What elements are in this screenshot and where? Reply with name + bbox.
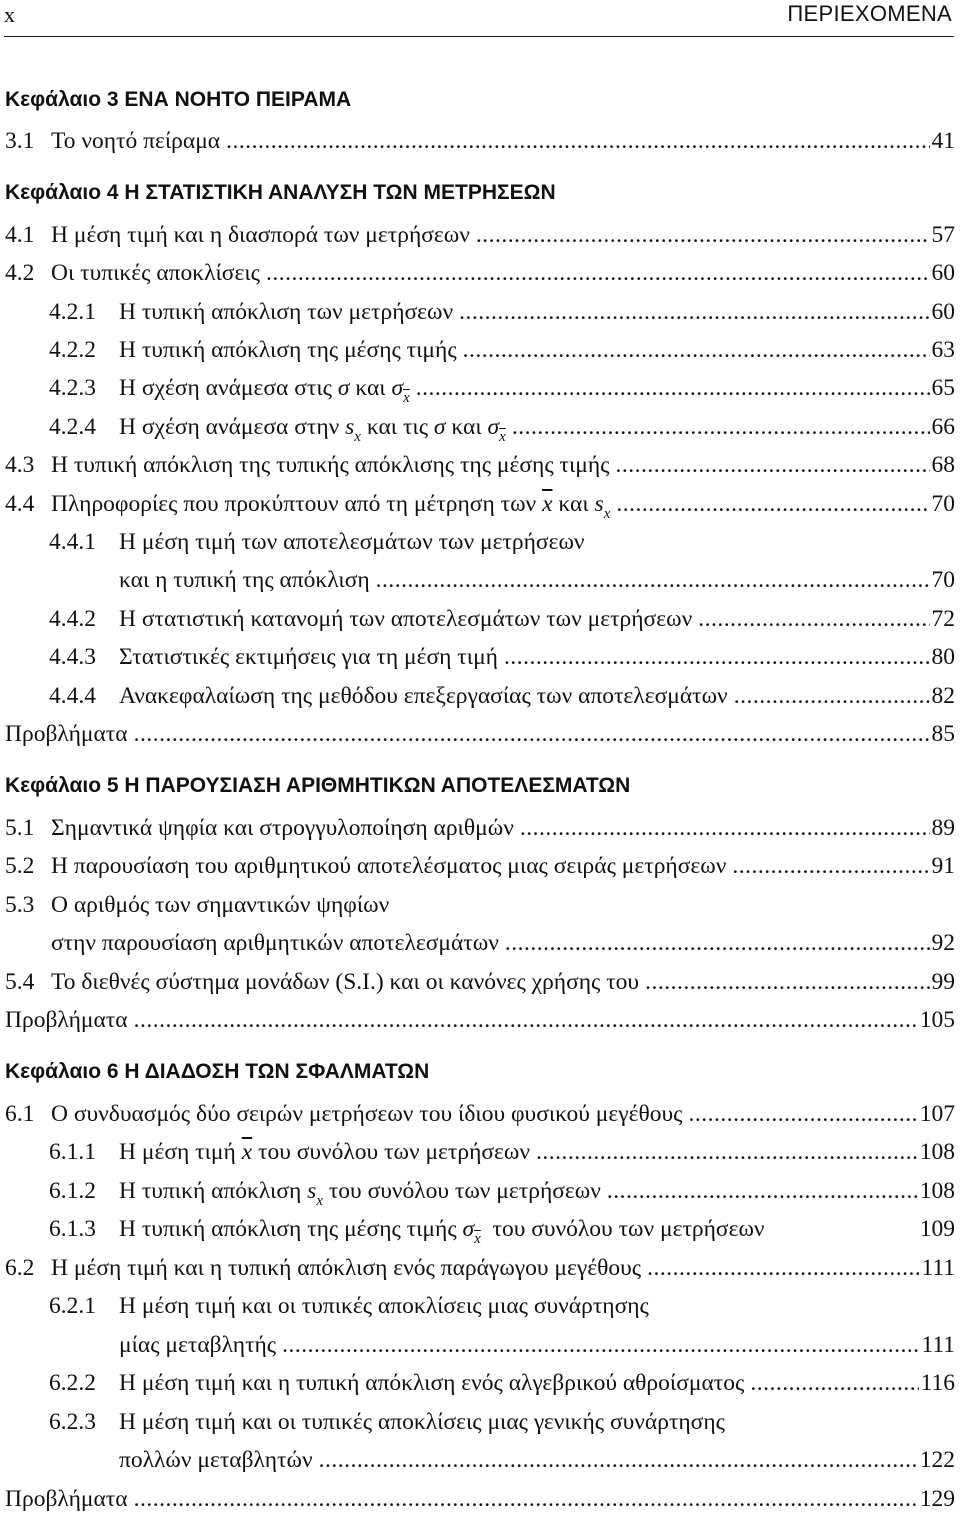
page-number: 91 — [931, 853, 955, 879]
sigma-symbol: σ — [391, 375, 404, 401]
section-title: Η μέση τιμή $\overline{x}$ του συνόλου των μετρήσεων — [119, 1139, 531, 1165]
header-left-mark: x — [4, 2, 15, 27]
toc-entry[interactable] — [5, 489, 955, 522]
s-symbol: s — [345, 414, 355, 440]
page-number: 111 — [921, 1255, 955, 1281]
section-title: Η τυπική απόκλιση της τυπικής απόκλισης της μέσης τιμής — [51, 452, 610, 478]
section-number: 6.2.1 — [49, 1293, 96, 1319]
leader-dots — [505, 928, 930, 958]
toc-entry-problems[interactable] — [5, 1005, 955, 1035]
leader-dots — [459, 297, 929, 327]
header-title: ΠΕΡΙΕΧΟΜΕΝΑ — [787, 1, 952, 26]
section-title: Σημαντικά ψηφία και στρογγυλοποίηση αριθμών — [51, 815, 514, 841]
sigma-symbol: σ — [462, 1216, 475, 1242]
leader-dots — [688, 1099, 917, 1129]
page-number: 107 — [919, 1101, 955, 1127]
section-title: Ανακεφαλαίωση της μεθόδου επεξεργασίας των αποτελεσμάτων — [119, 683, 728, 709]
toc-entry[interactable] — [49, 604, 955, 634]
toc-entry-continuation[interactable] — [119, 1330, 955, 1360]
toc-entry-continuation[interactable] — [119, 565, 955, 595]
section-number: 4.1 — [5, 222, 35, 248]
toc-entry[interactable] — [49, 412, 955, 445]
leader-dots — [647, 1253, 919, 1283]
page-number: 82 — [931, 683, 955, 709]
page-number: 122 — [919, 1447, 955, 1473]
chapter-heading: Κεφάλαιο 4 Η ΣΤΑΤΙΣΤΙΚΗ ΑΝΑΛΥΣΗ ΤΩΝ ΜΕΤΡΗΣΕΩΝ — [5, 181, 556, 204]
toc-entry-first-line[interactable] — [49, 1291, 649, 1321]
page-number: 105 — [919, 1007, 955, 1033]
section-title: Η τυπική απόκλιση της μέσης τιμής $\sigma_{\overline{x}}$ του συνόλου των μετρήσεων — [119, 1216, 765, 1247]
xbar-subscript: x — [403, 390, 410, 406]
toc-entry[interactable] — [5, 851, 955, 881]
toc-entry[interactable] — [49, 642, 955, 672]
page-number: 68 — [931, 452, 955, 478]
xbar-subscript: x — [474, 1231, 481, 1247]
toc-entry[interactable] — [49, 1176, 955, 1209]
section-title: Η σχέση ανάμεσα στις σ και $\sigma_{\overline{x}}$ — [119, 375, 410, 406]
page-number: 116 — [920, 1370, 955, 1396]
leader-dots — [134, 1005, 918, 1035]
leader-dots — [616, 489, 929, 519]
section-number: 6.1 — [5, 1101, 35, 1127]
section-number: 4.4.1 — [49, 529, 96, 555]
section-title-continuation: και η τυπική της απόκλιση — [119, 567, 370, 593]
page-number: 72 — [931, 606, 955, 632]
section-number: 6.1.2 — [49, 1178, 96, 1204]
toc-entry[interactable] — [49, 373, 955, 406]
section-title: Στατιστικές εκτιμήσεις για τη μέση τιμή — [119, 644, 498, 670]
section-number: 4.2 — [5, 260, 35, 286]
section-number: 5.2 — [5, 853, 35, 879]
section-number: 6.2.3 — [49, 1409, 96, 1435]
header-rule — [4, 36, 954, 37]
section-title: Η σχέση ανάμεσα στην $s_x$ και τις σ και $\sigma_{\overline{x}}$ — [119, 414, 506, 445]
toc-entry-first-line[interactable] — [5, 890, 389, 920]
section-title: Η μέση τιμή και η τυπική απόκλιση ενός αλγεβρικού αθροίσματος — [119, 1370, 745, 1396]
sigma-symbol: σ — [337, 375, 350, 401]
leader-dots — [512, 412, 930, 442]
toc-entry[interactable] — [49, 681, 955, 711]
section-title: Προβλήματα — [5, 721, 128, 747]
section-number: 4.2.1 — [49, 299, 96, 325]
section-number: 4.4 — [5, 491, 35, 517]
toc-entry-continuation[interactable] — [119, 1445, 955, 1475]
section-title: Πληροφορίες που προκύπτουν από τη μέτρηση των $\overline{x}$ και $s_x$ — [51, 491, 611, 522]
toc-entry[interactable] — [5, 126, 955, 156]
toc-entry[interactable] — [49, 1214, 955, 1247]
page-number: 60 — [931, 299, 955, 325]
toc-entry-first-line[interactable] — [49, 1407, 725, 1437]
page-number: 57 — [931, 222, 955, 248]
page-number: 80 — [931, 644, 955, 670]
page-number: 63 — [931, 337, 955, 363]
toc-entry-first-line[interactable] — [49, 527, 585, 557]
chapter-heading: Κεφάλαιο 6 Η ΔΙΑΔΟΣΗ ΤΩΝ ΣΦΑΛΜΑΤΩΝ — [5, 1060, 430, 1083]
leader-dots — [476, 220, 930, 250]
section-number: 4.2.3 — [49, 375, 96, 401]
toc-entry[interactable] — [49, 297, 955, 327]
page-number: 66 — [931, 414, 955, 440]
section-number: 5.1 — [5, 815, 35, 841]
leader-dots — [416, 373, 930, 403]
toc-entry[interactable] — [5, 967, 955, 997]
toc-entry[interactable] — [49, 1137, 955, 1167]
page-number: 89 — [931, 815, 955, 841]
s-symbol: s — [594, 491, 604, 517]
page-number: 41 — [931, 128, 955, 154]
page-number: 85 — [931, 721, 955, 747]
leader-dots — [282, 1330, 919, 1360]
section-number: 4.2.2 — [49, 337, 96, 363]
section-title: Η παρουσίαση του αριθμητικού αποτελέσματος μιας σειράς μετρήσεων — [51, 853, 727, 879]
leader-dots — [134, 1484, 918, 1514]
leader-dots — [504, 642, 930, 672]
section-title: Η μέση τιμή και η διασπορά των μετρήσεων — [51, 222, 470, 248]
section-title: Η στατιστική κατανομή των αποτελεσμάτων των μετρήσεων — [119, 606, 693, 632]
leader-dots — [376, 565, 930, 595]
section-title: Το νοητό πείραμα — [51, 128, 221, 154]
leader-dots — [645, 967, 929, 997]
leader-dots — [319, 1445, 918, 1475]
section-number: 4.4.2 — [49, 606, 96, 632]
toc-entry[interactable] — [5, 813, 955, 843]
section-title: Η τυπική απόκλιση των μετρήσεων — [119, 299, 454, 325]
s-symbol: s — [307, 1178, 317, 1204]
section-title: Προβλήματα — [5, 1486, 128, 1512]
page-number: 109 — [919, 1216, 955, 1242]
leader-dots — [520, 813, 930, 843]
section-number: 6.1.1 — [49, 1139, 96, 1165]
toc-entry-continuation[interactable] — [51, 928, 955, 958]
section-title-continuation: πολλών μεταβλητών — [119, 1447, 313, 1473]
xbar-symbol: $\overline{x}$ — [241, 1139, 253, 1165]
page-number: 129 — [919, 1486, 955, 1512]
section-number: 6.2 — [5, 1255, 35, 1281]
section-title: Η τυπική απόκλιση της μέσης τιμής — [119, 337, 457, 363]
toc-entry[interactable] — [49, 335, 955, 365]
xbar-symbol: $\overline{x}$ — [542, 491, 553, 517]
leader-dots — [734, 681, 930, 711]
chapter-heading: Κεφάλαιο 5 Η ΠΑΡΟΥΣΙΑΣΗ ΑΡΙΘΜΗΤΙΚΩΝ ΑΠΟΤΕΛΕΣΜΑΤΩΝ — [5, 774, 631, 797]
section-number: 4.2.4 — [49, 414, 96, 440]
toc-entry[interactable] — [5, 220, 955, 250]
toc-entry[interactable] — [5, 450, 955, 480]
section-title: Προβλήματα — [5, 1007, 128, 1033]
toc-entry-problems[interactable] — [5, 1484, 955, 1514]
section-number: 4.3 — [5, 452, 35, 478]
leader-dots — [615, 450, 929, 480]
section-title: Η μέση τιμή και οι τυπικές αποκλίσεις μιας γενικής συνάρτησης — [119, 1409, 725, 1435]
leader-dots — [750, 1368, 918, 1398]
page-number: 60 — [931, 260, 955, 286]
section-number: 6.2.2 — [49, 1370, 96, 1396]
section-title: Ο αριθμός των σημαντικών ψηφίων — [51, 892, 390, 918]
page-number: 70 — [931, 491, 955, 517]
toc-entry[interactable] — [5, 1253, 955, 1283]
section-title: Η μέση τιμή και οι τυπικές αποκλίσεις μιας συνάρτησης — [119, 1293, 649, 1319]
toc-entry[interactable] — [5, 1099, 955, 1129]
sigma-symbol: σ — [487, 414, 500, 440]
section-number: 6.1.3 — [49, 1216, 96, 1242]
section-number: 5.4 — [5, 969, 35, 995]
section-title: Η τυπική απόκλιση $s_x$ του συνόλου των μετρήσεων — [119, 1178, 601, 1209]
page-header — [0, 0, 960, 38]
leader-dots — [226, 126, 929, 156]
section-title: Το διεθνές σύστημα μονάδων (S.I.) και οι κανόνες χρήσης του — [51, 969, 640, 995]
page-number: 92 — [931, 930, 955, 956]
leader-dots — [536, 1137, 918, 1167]
section-title-continuation: στην παρουσίαση αριθμητικών αποτελεσμάτων — [51, 930, 499, 956]
section-number: 4.4.3 — [49, 644, 96, 670]
leader-dots — [698, 604, 929, 634]
sigma-symbol: σ — [433, 414, 446, 440]
page-number: 70 — [931, 567, 955, 593]
leader-dots — [732, 851, 929, 881]
leader-dots — [266, 258, 930, 288]
page-number: 111 — [921, 1332, 955, 1358]
leader-dots — [463, 335, 930, 365]
toc-entry-problems[interactable] — [5, 719, 955, 749]
section-title: Η μέση τιμή και η τυπική απόκλιση ενός παράγωγου μεγέθους — [51, 1255, 642, 1281]
section-number: 3.1 — [5, 128, 35, 154]
page-number: 108 — [919, 1139, 955, 1165]
leader-dots — [134, 719, 930, 749]
section-title: Οι τυπικές αποκλίσεις — [51, 260, 260, 286]
section-title-continuation: μίας μεταβλητής — [119, 1332, 277, 1358]
toc-entry[interactable] — [5, 258, 955, 288]
page-number: 65 — [931, 375, 955, 401]
section-number: 4.4.4 — [49, 683, 96, 709]
page-number: 99 — [931, 969, 955, 995]
chapter-heading: Κεφάλαιο 3 ΕΝΑ ΝΟΗΤΟ ΠΕΙΡΑΜΑ — [5, 88, 352, 111]
xbar-subscript: x — [499, 429, 506, 445]
section-title: Ο συνδυασμός δύο σειρών μετρήσεων του ίδιου φυσικού μεγέθους — [51, 1101, 683, 1127]
page-number: 108 — [919, 1178, 955, 1204]
section-title: Η μέση τιμή των αποτελεσμάτων των μετρήσεων — [119, 529, 585, 555]
toc-entry[interactable] — [49, 1368, 955, 1398]
section-number: 5.3 — [5, 892, 35, 918]
leader-dots — [607, 1176, 918, 1206]
